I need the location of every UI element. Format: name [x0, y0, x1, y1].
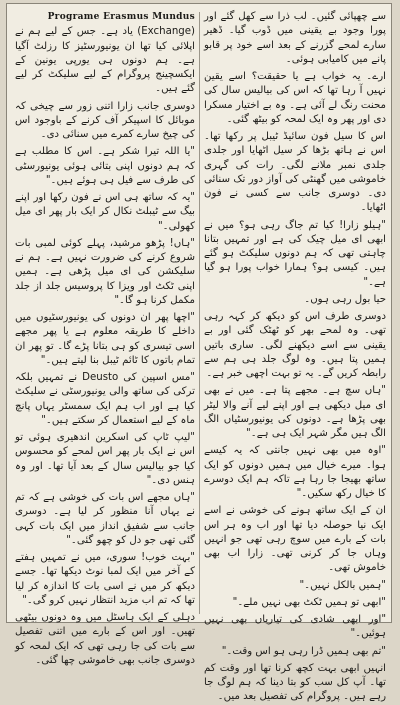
- right-text-column: [204, 10, 386, 703]
- paragraph: دہلی کے ایک ہاسٹل میں وہ دونوں بیٹھی تھیں۔ اور اس کے بارے میں اتنی تفصیل سے بات کی جا رہی تھی کہ ایک لمحہ کو دوسری جانب بھی خاموشی چھا گئی۔: [15, 612, 195, 666]
- paragraph: ارے۔ یہ خواب ہے یا حقیقت؟ اسے یقین نہیں آ رہا تھا کہ اس کی بیالیس سال کی محنت رنگ لے آئی ہے۔ وہ بے اختیار مسکرا دی اور پھر وہ ایک لمحہ کو بیٹھ گئی۔: [204, 71, 386, 125]
- paragraph: (Exchange) یاد ہے۔ جس کے لیے ہم نے اپلائی کیا تھا ان یونیورسٹیز کا رزلٹ آگیا ہے۔ ہم دونوں ہی یورپی یونین کے ایکسچینج پروگرام کے لیے سلیکٹ کر لیے گئے ہیں۔: [15, 26, 195, 95]
- paragraph: "مس اسپین کی Deusto نے تمہیں بلکہ ترکی کی ساتھ والی یونیورسٹی نے سلیکٹ کیا ہے اور اب ہم ایک سمسٹر یہاں پانچ ماہ کے لیے استعمال کر سکتے ہیں۔": [15, 372, 195, 426]
- paragraph: "لیپ ٹاپ کی اسکرین اندھیری ہوئی تو اس نے ایک بار پھر اس لمحے کو محسوس کیا جو بیالیس سال کے بعد آیا تھا۔ اور وہ ہنس دی۔": [15, 432, 195, 486]
- paragraph: "ابھی تو ہمیں ٹکٹ بھی نہیں ملے۔": [232, 596, 386, 608]
- paragraph: اس کا سیل فون سائیڈ ٹیبل پر رکھا تھا۔ اس نے ہاتھ بڑھا کر سیل اٹھایا اور جلدی جلدی نمبر ملانے لگی۔ رات کی گہری خاموشی میں گھنٹی کی آواز دور تک سنائی دی۔ دوسری جانب سے کسی نے فون اٹھایا۔: [204, 131, 386, 214]
- column-divider: [199, 12, 200, 614]
- paragraph: "ہاں سچ ہے۔ مجھے پتا ہے۔ میں نے بھی ای میل دیکھی ہے اور اپنے لیے آنے والا لیٹر بھی پڑھا ہے۔ دونوں کی یونیورسٹیاں الگ الگ ہیں مگر شہر ایک ہی ہے۔": [204, 385, 386, 439]
- paragraph: "ہاں مجھے اس بات کی خوشی ہے کہ تم نے یہاں آنا منظور کر لیا ہے۔ دوسری جانب سے شفیق انداز میں ایک بات کہی گئی تھی جو دل کو چھو گئی۔": [15, 492, 195, 546]
- paragraph: حیا بول رہی ہوں۔: [304, 293, 386, 305]
- left-text-column: [15, 10, 195, 666]
- paragraph: "اور ابھی شادی کی تیاریاں بھی نہیں ہوئیں۔": [204, 614, 386, 640]
- paragraph: "یا اللہ تیرا شکر ہے۔ اس کا مطلب ہے کہ ہم دونوں اپنی بتائی ہوئی یونیورسٹی کی طرف سے فیل ہی ہوئے ہیں۔": [15, 146, 195, 186]
- paragraph: "اوہ میں بھی نہیں جانتی کہ یہ کیسے ہوا۔ میرے خیال میں ہمیں دونوں کو ایک ساتھ بھیجا جا رہا ہے تاکہ ہم ایک دوسرے کا خیال رکھ سکیں۔": [204, 445, 386, 499]
- paragraph: "ہیلو زارا! کیا تم جاگ رہی ہو؟ میں نے ابھی ای میل چیک کی ہے اور تمہیں بتانا چاہتی تھی کہ ہم دونوں سلیکٹ ہو گئے ہیں۔ کیسی ہو؟ ہمارا خواب پورا ہو گیا ہے۔": [204, 219, 386, 288]
- paragraph: ان کے ایک ساتھ ہونے کی خوشی نے اسے ایک نیا حوصلہ دیا تھا اور اب وہ ہر اس بات کے بارے میں سوچ رہی تھی جو انہیں وہاں جا کر کرنی تھی۔ زارا اب بھی خاموش تھی۔: [204, 505, 386, 574]
- paragraph: "یہ کہ ساتھ ہی اس نے فون رکھا اور اپنے بیگ سے ٹیبلٹ نکال کر ایک بار پھر ای میل کھولی۔": [15, 192, 195, 232]
- paragraph: "اچھا پھر ان دونوں کی یونیورسٹیوں میں داخلے کا طریقہ معلوم ہے یا پھر مجھے اسی تیسری کو ہی بتانا پڑے گا۔ تو پھر ان تمام باتوں کا ٹائم ٹیبل بنا لیتے ہیں۔": [15, 312, 195, 366]
- paragraph: "بہت خوب! سوری، میں نے تمہیں ہفتے کے آخر میں ایک لمبا نوٹ دیکھا تھا۔ جسے دیکھ کر میں نے اسی بات کا اندازہ کر لیا تھا کہ تم اب مزید انتظار نہیں کرو گی۔": [15, 552, 195, 606]
- magazine-page: [6, 3, 392, 703]
- paragraph: انہیں ابھی بہت کچھ کرنا تھا اور وقت کم تھا۔ آپ کل سب کو بتا دینا کہ ہم لوگ جا رہے ہیں۔ پروگرام کی تفصیل بعد میں۔: [204, 662, 386, 703]
- paragraph: دوسری طرف اس کو دیکھ کر کہہ رہی تھی۔ وہ لمحے بھر کو ٹھٹک گئی اور بے یقینی سے اسے دیکھنے لگی۔ ساری باتیں ہمیں پتا ہیں۔ وہ لوگ جلد ہی ہم سے رابطہ کریں گے۔ یہ تو بہت اچھی خبر ہے۔: [204, 311, 386, 379]
- program-heading: Programe Erasmus Mundus: [47, 12, 195, 22]
- paragraph: "تم بھی ہمیں ڈرا رہی ہو اس وقت۔": [221, 645, 386, 657]
- paragraph: "ہمیں بالکل نہیں۔": [299, 579, 386, 591]
- paragraph: "ہاں! پڑھو مرشید، پہلے کوئی لمبی بات شروع کرنے کی ضرورت نہیں ہے۔ ہم نے سلیکشن کی ای میل پڑھی ہے۔ ہمیں اپنی ٹکٹ اور ویزا کا پروسیس جلد از جلد مکمل کرنا ہو گا۔": [15, 237, 195, 306]
- paragraph: سے چھپائی گئیں۔ لب ذرا سے کھل گئے اور پورا وجود بے یقینی میں ڈوب گیا۔ ڈھیر سارے لمحے گزرنے کے بعد اسے خود پر قابو پانے میں کامیابی ہوئی۔: [204, 11, 386, 65]
- paragraph: دوسری جانب زارا اتنی زور سے چیخی کہ موبائل کا اسپیکر آف کرنے کے باوجود اس کی چیخ سارے کمرے میں سنائی دی۔: [15, 100, 195, 140]
